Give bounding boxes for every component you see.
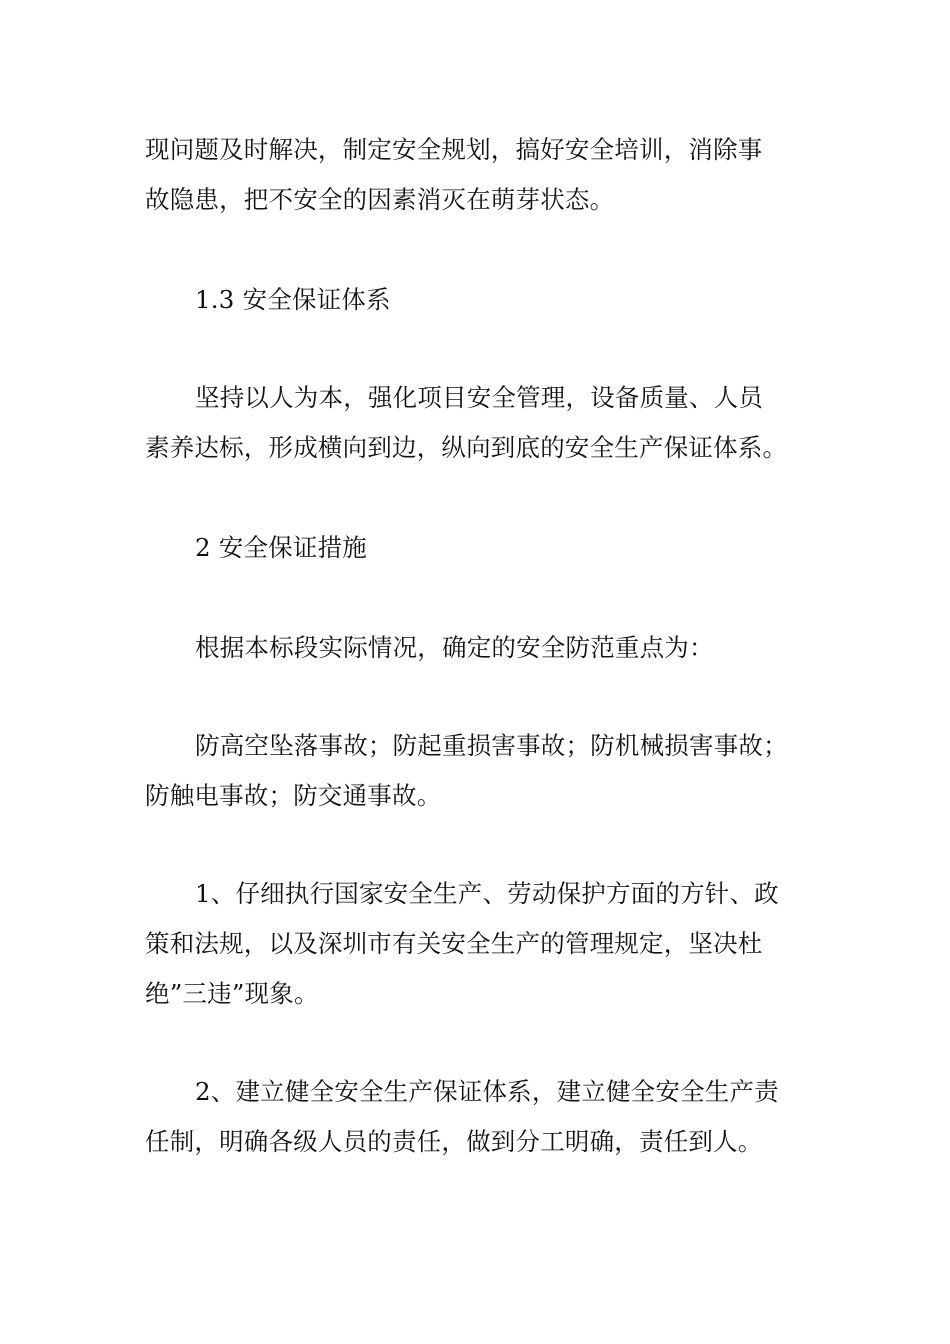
paragraph-6-line-2: 任制，明确各级人员的责任，做到分工明确，责任到人。 bbox=[145, 1127, 763, 1156]
paragraph-1-line-2: 故隐患，把不安全的因素消灭在萌芽状态。 bbox=[145, 185, 615, 214]
paragraph-2-line-1: 坚持以人为本，强化项目安全管理，设备质量、人员 bbox=[195, 383, 764, 412]
paragraph-5-line-3: 绝”三违”现象。 bbox=[145, 979, 319, 1008]
paragraph-3-line-1: 根据本标段实际情况，确定的安全防范重点为： bbox=[195, 633, 714, 662]
section-heading-2: 2 安全保证措施 bbox=[195, 533, 367, 562]
paragraph-4-line-1: 防高空坠落事故；防起重损害事故；防机械损害事故； bbox=[195, 731, 788, 760]
section-heading-1-3: 1.3 安全保证体系 bbox=[195, 285, 391, 314]
paragraph-2-line-2: 素养达标，形成横向到边，纵向到底的安全生产保证体系。 bbox=[145, 433, 788, 462]
paragraph-1-line-1: 现问题及时解决，制定安全规划，搞好安全培训，消除事 bbox=[145, 135, 763, 164]
paragraph-4-line-2: 防触电事故；防交通事故。 bbox=[145, 781, 442, 810]
paragraph-5-line-2: 策和法规，以及深圳市有关安全生产的管理规定，坚决杜 bbox=[145, 929, 763, 958]
paragraph-6-line-1: 2、建立健全安全生产保证体系，建立健全安全生产责 bbox=[195, 1077, 779, 1106]
paragraph-5-line-1: 1、仔细执行国家安全生产、劳动保护方面的方针、政 bbox=[195, 879, 779, 908]
